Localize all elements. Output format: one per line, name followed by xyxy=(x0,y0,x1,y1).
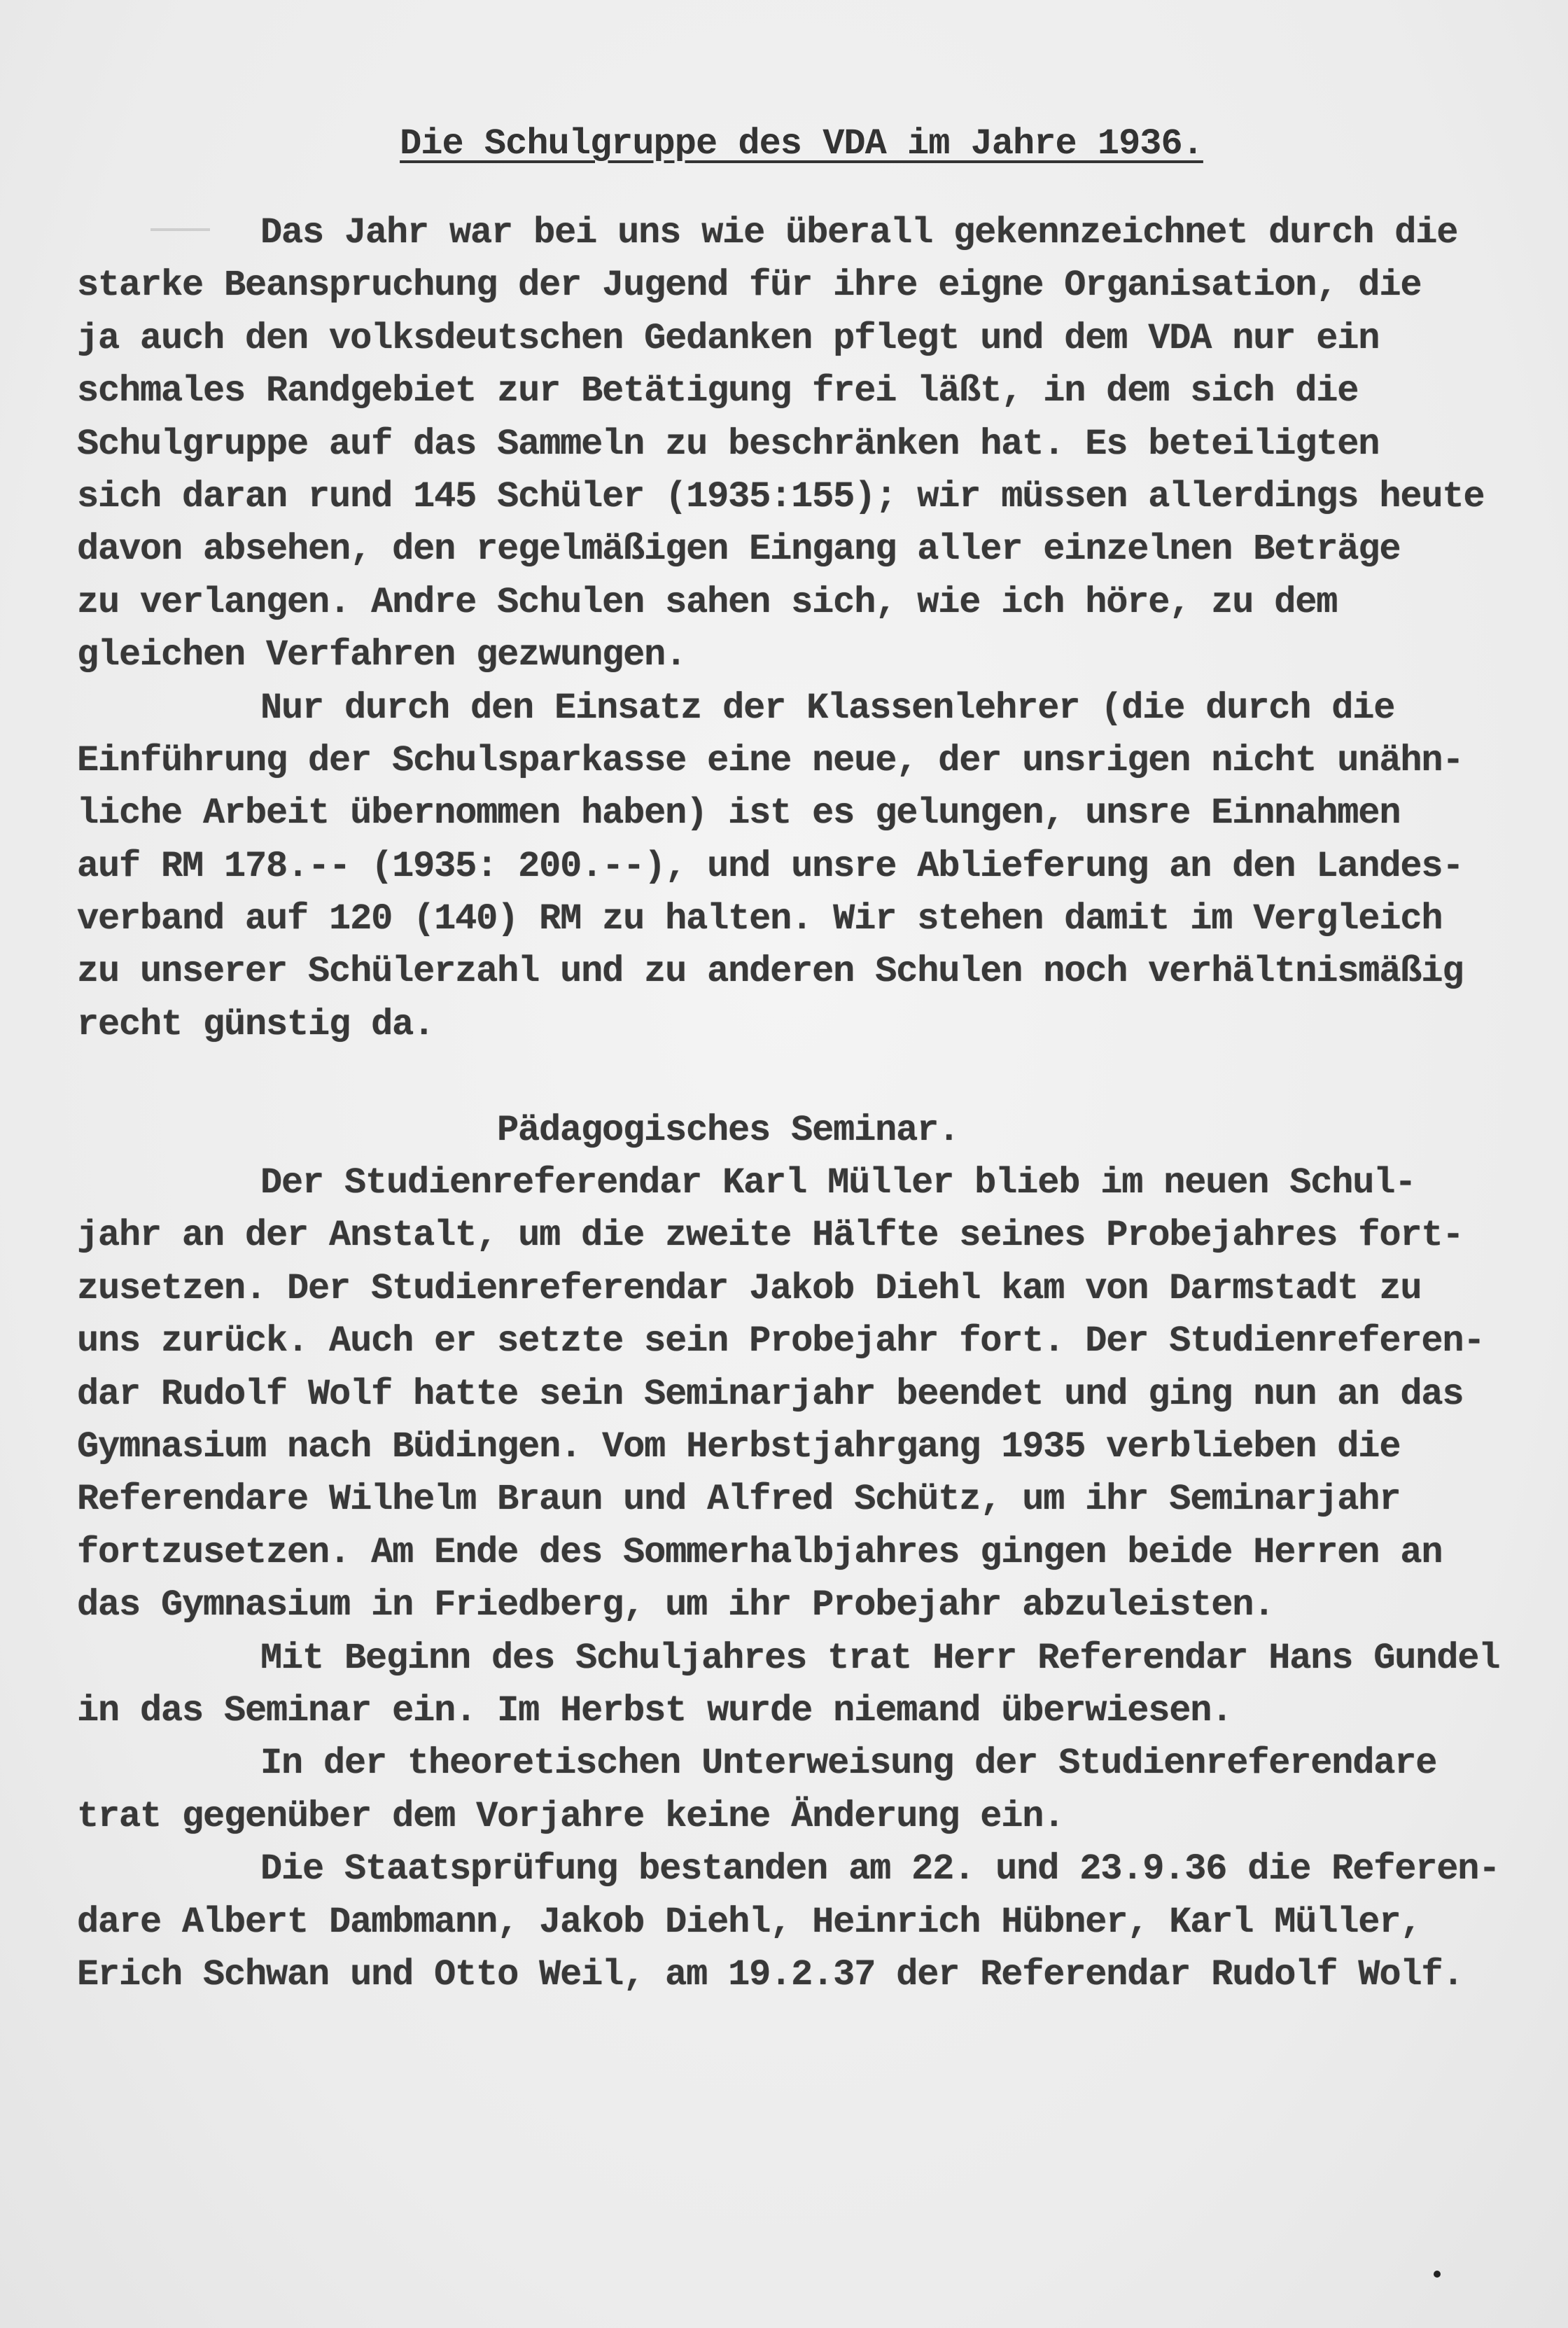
text-line: recht günstig da. xyxy=(77,1003,435,1045)
text-line: Einführung der Schulsparkasse eine neue, der unsrigen nicht unähn- xyxy=(77,739,1464,781)
paragraph xyxy=(77,682,1547,1052)
text-line: jahr an der Anstalt, um die zweite Hälfte seines Probejahres fort- xyxy=(77,1215,1464,1257)
paragraph xyxy=(77,1737,1547,1843)
text-line: trat gegenüber dem Vorjahre keine Änderung ein. xyxy=(77,1795,1065,1837)
text-line: zu unserer Schülerzahl und zu anderen Schulen noch verhältnismäßig xyxy=(77,951,1464,993)
text-line: Nur durch den Einsatz der Klassenlehrer (die durch die xyxy=(260,687,1395,729)
text-line: Der Studienreferendar Karl Müller blieb im neuen Schul- xyxy=(260,1162,1416,1204)
ink-dot xyxy=(1434,2271,1441,2278)
blank-line xyxy=(77,1051,1547,1103)
text-line: ja auch den volksdeutschen Gedanken pflegt und dem VDA nur ein xyxy=(77,317,1380,359)
text-line: Referendare Wilhelm Braun und Alfred Schütz, um ihr Seminarjahr xyxy=(77,1479,1401,1521)
text-line: das Gymnasium in Friedberg, um ihr Probejahr abzuleisten. xyxy=(77,1584,1275,1626)
section-heading: Pädagogisches Seminar. xyxy=(497,1109,960,1151)
text-line: in das Seminar ein. Im Herbst wurde niemand überwiesen. xyxy=(77,1689,1233,1731)
text-line: dare Albert Dambmann, Jakob Diehl, Heinrich Hübner, Karl Müller, xyxy=(77,1901,1422,1943)
paragraph xyxy=(77,1843,1547,2001)
text-line: Gymnasium nach Büdingen. Vom Herbstjahrgang 1935 verblieben die xyxy=(77,1426,1401,1468)
paragraph xyxy=(77,1157,1547,1632)
text-line: liche Arbeit übernommen haben) ist es gelungen, unsre Einnahmen xyxy=(77,793,1401,835)
paragraph xyxy=(77,207,1547,682)
paragraph xyxy=(77,1632,1547,1738)
text-line: Erich Schwan und Otto Weil, am 19.2.37 der Referendar Rudolf Wolf. xyxy=(77,1953,1464,1995)
text-line: Das Jahr war bei uns wie überall gekennzeichnet durch die xyxy=(260,212,1458,253)
text-line: verband auf 120 (140) RM zu halten. Wir stehen damit im Vergleich xyxy=(77,898,1443,940)
text-line: Die Staatsprüfung bestanden am 22. und 23.9.36 die Referen- xyxy=(260,1848,1500,1890)
text-line: dar Rudolf Wolf hatte sein Seminarjahr beendet und ging nun an das xyxy=(77,1373,1464,1415)
text-line: auf RM 178.-- (1935: 200.--), und unsre Ablieferung an den Landes- xyxy=(77,845,1464,887)
text-line: schmales Randgebiet zur Betätigung frei läßt, in dem sich die xyxy=(77,370,1359,412)
text-line: sich daran rund 145 Schüler (1935:155); wir müssen allerdings heute xyxy=(77,475,1485,517)
text-line: In der theoretischen Unterweisung der Studienreferendare xyxy=(260,1743,1437,1785)
text-line: Mit Beginn des Schuljahres trat Herr Referendar Hans Gundel xyxy=(260,1637,1500,1679)
document-body xyxy=(77,207,1547,2001)
document-title: Die Schulgruppe des VDA im Jahre 1936. xyxy=(400,123,1203,165)
text-line: zusetzen. Der Studienreferendar Jakob Diehl kam von Darmstadt zu xyxy=(77,1267,1422,1309)
text-line: davon absehen, den regelmäßigen Eingang aller einzelnen Beträge xyxy=(77,529,1401,571)
text-line: starke Beanspruchung der Jugend für ihre eigne Organisation, die xyxy=(77,265,1422,307)
text-line: fortzusetzen. Am Ende des Sommerhalbjahres gingen beide Herren an xyxy=(77,1531,1443,1573)
text-line: gleichen Verfahren gezwungen. xyxy=(77,634,687,676)
text-line: Schulgruppe auf das Sammeln zu beschränken hat. Es beteiligten xyxy=(77,423,1380,465)
text-line: zu verlangen. Andre Schulen sahen sich, wie ich höre, zu dem xyxy=(77,581,1338,623)
text-line: uns zurück. Auch er setzte sein Probejahr fort. Der Studienreferen- xyxy=(77,1320,1485,1362)
